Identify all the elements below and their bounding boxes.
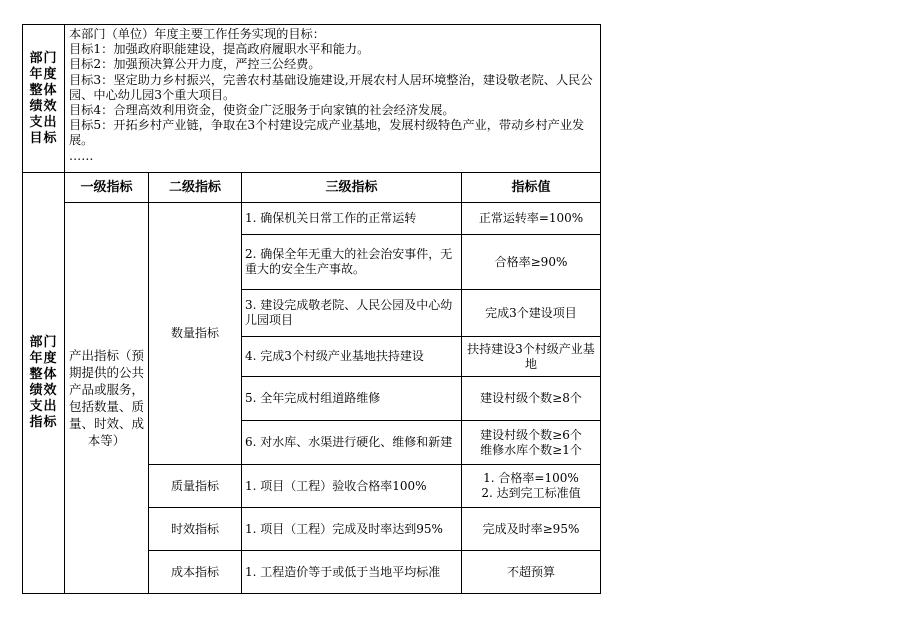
level2-timeliness: 时效指标 <box>149 508 242 551</box>
value-cell: 合格率≥90% <box>462 235 601 290</box>
value-line: 2. 达到完工标准值 <box>481 486 581 500</box>
level3-cell: 2. 确保全年无重大的社会治安事件，无重大的安全生产事故。 <box>242 235 462 290</box>
goals-text <box>65 25 601 173</box>
goals-line: …… <box>69 148 94 163</box>
goals-line: 目标4：合理高效利用资金，使资金广泛服务于向家镇的社会经济发展。 <box>69 103 455 118</box>
goals-line: 本部门（单位）年度主要工作任务实现的目标： <box>69 27 325 41</box>
level3-cell: 1. 项目（工程）完成及时率达到95% <box>242 508 462 551</box>
level3-cell: 1. 项目（工程）验收合格率100% <box>242 465 462 508</box>
level3-cell: 6. 对水库、水渠进行硬化、维修和新建 <box>242 421 462 465</box>
level2-cost: 成本指标 <box>149 551 242 594</box>
level3-cell: 5. 全年完成村组道路维修 <box>242 377 462 421</box>
value-line: 维修水库个数≥1个 <box>480 442 582 457</box>
level2-quantity: 数量指标 <box>149 203 242 465</box>
value-cell: 建设村级个数≥8个 <box>462 377 601 421</box>
goals-row <box>23 25 601 173</box>
performance-table <box>22 24 601 594</box>
goals-section-label: 部门年度整体绩效支出目标 <box>23 25 65 173</box>
level3-cell: 1. 确保机关日常工作的正常运转 <box>242 203 462 235</box>
header-value: 指标值 <box>462 173 601 203</box>
level3-cell: 3. 建设完成敬老院、人民公园及中心幼儿园项目 <box>242 290 462 337</box>
goals-line: 目标3：坚定助力乡村振兴，完善农村基础设施建设,开展农村人居环境整治，建设敬老院、人民公园、中心幼儿园3个重大项目。 <box>69 72 593 102</box>
value-line: 建设村级个数≥6个 <box>480 427 582 442</box>
value-cell <box>462 465 601 508</box>
indicators-section-label: 部门年度整体绩效支出指标 <box>23 173 65 594</box>
header-level2: 二级指标 <box>149 173 242 203</box>
value-cell <box>462 421 601 465</box>
value-cell: 不超预算 <box>462 551 601 594</box>
header-level3: 三级指标 <box>242 173 462 203</box>
header-level1: 一级指标 <box>65 173 149 203</box>
header-row <box>23 173 601 203</box>
value-cell: 完成及时率≥95% <box>462 508 601 551</box>
value-cell: 正常运转率=100% <box>462 203 601 235</box>
value-line: 1. 合格率=100% <box>483 471 579 485</box>
level3-cell: 4. 完成3个村级产业基地扶持建设 <box>242 337 462 377</box>
goals-line: 目标1：加强政府职能建设，提高政府履职水平和能力。 <box>69 42 370 57</box>
level1-output-indicator: 产出指标（预期提供的公共产品或服务，包括数量、质量、时效、成本等） <box>65 203 149 594</box>
level2-quality: 质量指标 <box>149 465 242 508</box>
goals-line: 目标2：加强预决算公开力度，严控三公经费。 <box>69 57 321 72</box>
value-cell: 完成3个建设项目 <box>462 290 601 337</box>
goals-line: 目标5：开拓乡村产业链，争取在3个村建设完成产业基地，发展村级特色产业，带动乡村产业发展。 <box>69 118 585 148</box>
level3-cell: 1. 工程造价等于或低于当地平均标准 <box>242 551 462 594</box>
value-cell: 扶持建设3个村级产业基地 <box>462 337 601 377</box>
table-row <box>23 203 601 235</box>
